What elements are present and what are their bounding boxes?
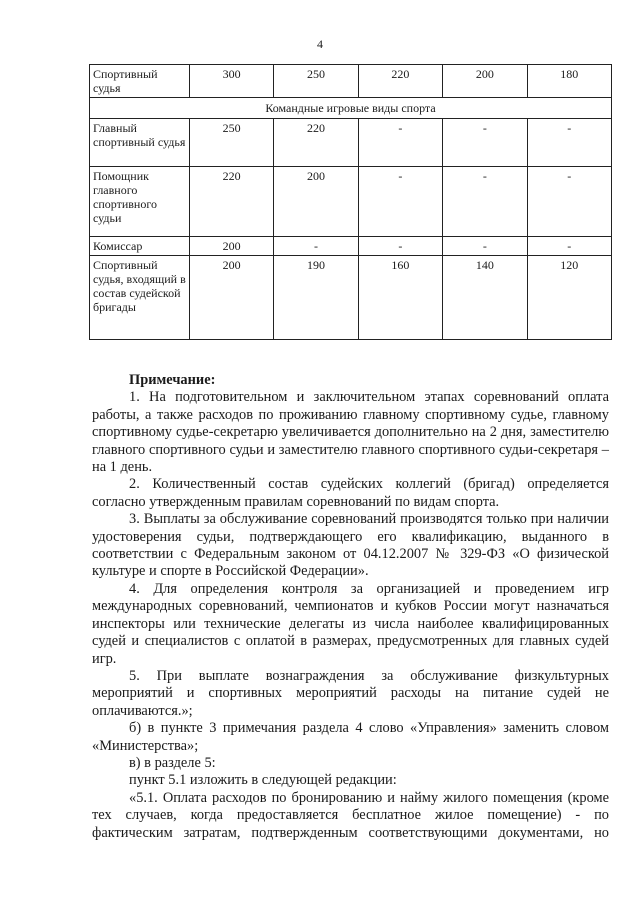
amendment-paragraph: в) в разделе 5:	[129, 754, 216, 771]
table-cell: -	[443, 237, 527, 256]
row-label: Главный спортивный судья	[90, 119, 190, 167]
notes-section	[92, 372, 609, 842]
table-cell: -	[358, 167, 442, 237]
section-title: Командные игровые виды спорта	[90, 98, 612, 119]
table-cell: 140	[443, 256, 527, 340]
table-cell: 220	[358, 65, 442, 98]
table-row	[90, 237, 612, 256]
notes-heading: Примечание:	[129, 372, 216, 388]
table-cell: -	[527, 167, 611, 237]
table-cell: -	[443, 167, 527, 237]
table-cell: -	[443, 119, 527, 167]
table-cell: 220	[274, 119, 358, 167]
table-cell: 120	[527, 256, 611, 340]
table-cell: 300	[189, 65, 273, 98]
table-cell: -	[358, 237, 442, 256]
table-section-row	[90, 98, 612, 119]
note-paragraph: 1. На подготовительном и заключительном этапах соревнований оплата работы, а также расходов по проживанию главному спортивному судье, главному спортивному судье-секретарю увеличивается дополнительно на 2 дня, заместителю главного спортивного судьи и заместителю главного спортивного судьи-секретаря – на 1 день.	[92, 389, 609, 476]
row-label: Комиссар	[90, 237, 190, 256]
table-cell: 200	[443, 65, 527, 98]
row-label: Помощник главного спортивного судьи	[90, 167, 190, 237]
page-number: 4	[317, 37, 323, 51]
table-cell: 160	[358, 256, 442, 340]
table-cell: 220	[189, 167, 273, 237]
amendment-paragraph: «5.1. Оплата расходов по бронированию и найму жилого помещения (кроме тех случаев, когда предоставляется бесплатное жилое помещение) - по фактическим затратам, подтвержденным соответствующими документами, но	[92, 789, 609, 841]
table-cell: -	[527, 119, 611, 167]
table-row	[90, 119, 612, 167]
row-label: Спортивный судья, входящий в состав судейской бригады	[90, 256, 190, 340]
table-cell: 250	[274, 65, 358, 98]
table-cell: 200	[189, 237, 273, 256]
table-row	[90, 167, 612, 237]
note-paragraph: 2. Количественный состав судейских коллегий (бригад) определяется согласно утвержденным правилам соревнований по видам спорта.	[92, 476, 609, 510]
table-cell: -	[527, 237, 611, 256]
table-cell: 190	[274, 256, 358, 340]
table-row	[90, 65, 612, 98]
amendment-paragraph: пункт 5.1 изложить в следующей редакции:	[129, 772, 397, 789]
table-cell: 200	[274, 167, 358, 237]
table-cell: 200	[189, 256, 273, 340]
note-paragraph: 4. Для определения контроля за организацией и проведением игр международных соревнований, чемпионатов и кубков России могут назначаться инспекторы или технические делегаты из числа наиболее квалифицированных судей и специалистов с оплатой в размерах, предусмотренных для главных судей игр.	[92, 580, 609, 667]
table-cell: -	[274, 237, 358, 256]
amendment-paragraph: б) в пункте 3 примечания раздела 4 слово «Управления» заменить словом «Министерства»;	[92, 720, 609, 754]
judges-payment-table	[89, 64, 612, 340]
table-cell: 250	[189, 119, 273, 167]
row-label: Спортивный судья	[90, 65, 190, 98]
table-cell: -	[358, 119, 442, 167]
table-cell: 180	[527, 65, 611, 98]
note-paragraph: 5. При выплате вознаграждения за обслуживание физкультурных мероприятий и спортивных мероприятий расходы на питание судей не оплачиваются.»;	[92, 667, 609, 719]
table-row	[90, 256, 612, 340]
note-paragraph: 3. Выплаты за обслуживание соревнований производятся только при наличии удостоверения судьи, подтверждающего его квалификацию, выданного в соответствии с Федеральным законом от 04.12.2007 № 329-ФЗ «О физической культуре и спорте в Российской Федерации».	[92, 511, 609, 580]
